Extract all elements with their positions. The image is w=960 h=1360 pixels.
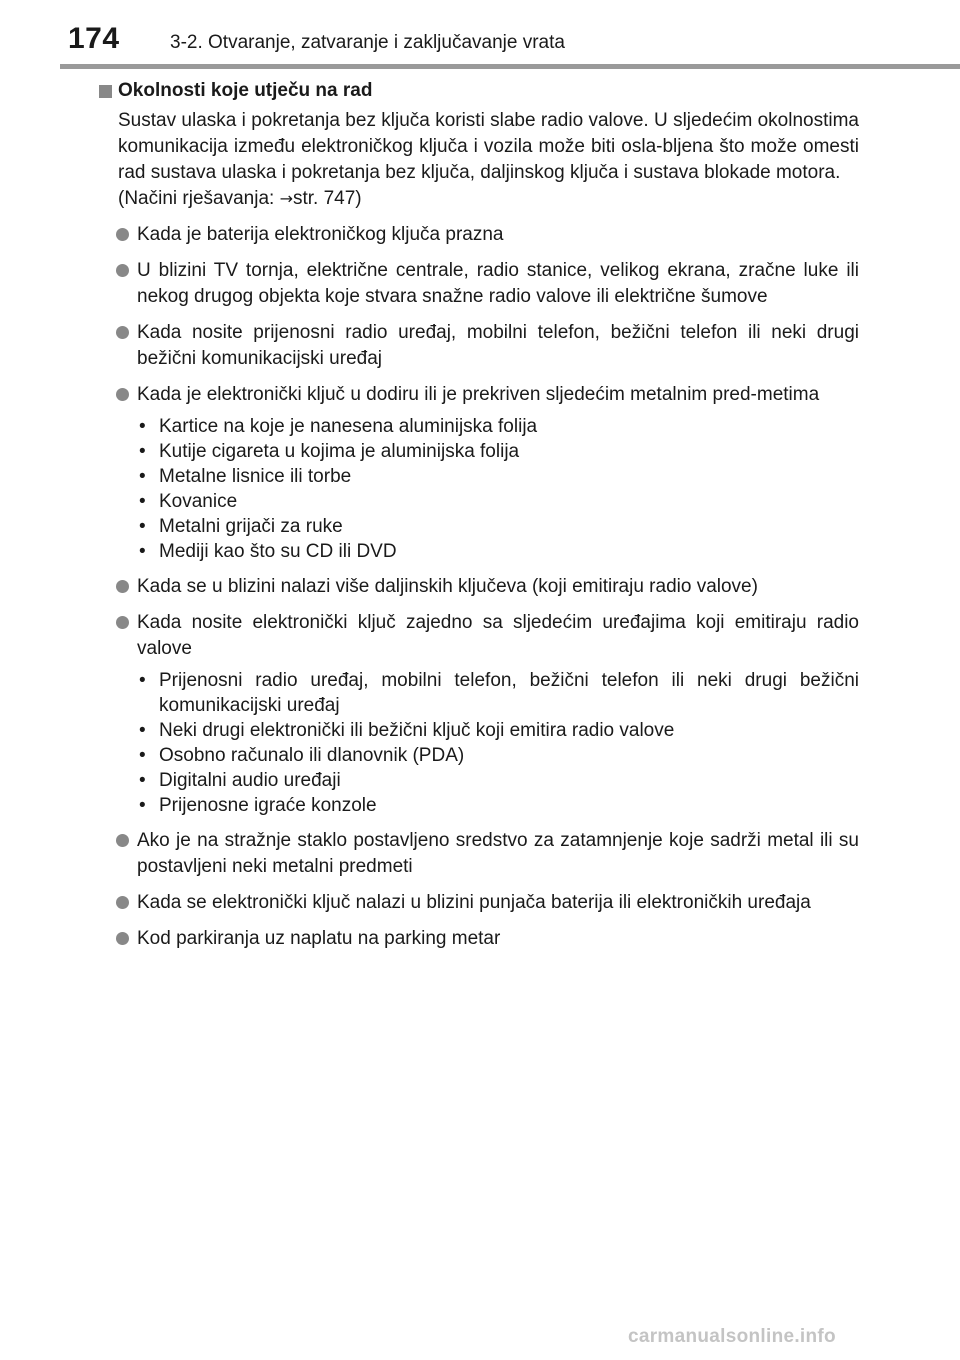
sub-list-item bbox=[135, 668, 859, 718]
small-bullet-icon: • bbox=[139, 795, 146, 816]
small-bullet-icon: • bbox=[139, 516, 146, 537]
page-content bbox=[99, 78, 859, 952]
sub-list-item bbox=[135, 768, 859, 793]
circle-bullet-icon bbox=[116, 580, 129, 593]
sub-item-text: Digitalni audio uređaji bbox=[159, 770, 341, 791]
sub-item-text: Kartice na koje je nanesena aluminijska folija bbox=[159, 416, 538, 437]
condition-text: Kod parkiranja uz naplatu na parking metar bbox=[137, 928, 501, 949]
condition-row bbox=[99, 828, 859, 880]
sub-list-item bbox=[135, 718, 859, 743]
condition-list bbox=[99, 222, 859, 952]
small-bullet-icon: • bbox=[139, 745, 146, 766]
sub-list-item bbox=[135, 743, 859, 768]
small-bullet-icon: • bbox=[139, 441, 146, 462]
circle-bullet-icon bbox=[116, 228, 129, 241]
page-header bbox=[0, 0, 960, 70]
sub-list bbox=[135, 668, 859, 818]
condition-item bbox=[99, 828, 859, 880]
condition-item bbox=[99, 926, 859, 952]
condition-row bbox=[99, 574, 859, 600]
condition-row bbox=[99, 890, 859, 916]
circle-bullet-icon bbox=[116, 388, 129, 401]
small-bullet-icon: • bbox=[139, 770, 146, 791]
condition-item bbox=[99, 890, 859, 916]
small-bullet-icon: • bbox=[139, 466, 146, 487]
sub-list-item bbox=[135, 793, 859, 818]
sub-list-item bbox=[135, 439, 859, 464]
reference-line bbox=[118, 186, 859, 212]
sub-item-text: Kovanice bbox=[159, 491, 238, 512]
small-bullet-icon: • bbox=[139, 491, 146, 512]
condition-item bbox=[99, 320, 859, 372]
sub-item-text: Prijenosne igraće konzole bbox=[159, 795, 377, 816]
sub-item-text: Kutije cigareta u kojima je aluminijska folija bbox=[159, 441, 520, 462]
condition-text: Kada nosite elektronički ključ zajedno sa sljedećim uređajima koji emitiraju radio valove bbox=[137, 612, 859, 659]
condition-text: Kada se u blizini nalazi više daljinskih ključeva (koji emitiraju radio valove) bbox=[137, 576, 758, 597]
condition-row bbox=[99, 926, 859, 952]
condition-row bbox=[99, 382, 859, 408]
condition-row bbox=[99, 222, 859, 248]
circle-bullet-icon bbox=[116, 326, 129, 339]
sub-list bbox=[135, 414, 859, 564]
circle-bullet-icon bbox=[116, 932, 129, 945]
page-number: 174 bbox=[68, 22, 120, 55]
arrow-right-icon: → bbox=[279, 189, 293, 208]
sub-list-item bbox=[135, 414, 859, 439]
chapter-title: 3-2. Otvaranje, zatvaranje i zaključavanje vrata bbox=[170, 32, 565, 53]
reference-suffix: str. 747) bbox=[292, 188, 362, 209]
condition-row bbox=[99, 258, 859, 310]
condition-item bbox=[99, 382, 859, 564]
sub-item-text: Metalne lisnice ili torbe bbox=[159, 466, 352, 487]
reference-prefix: (Načini rješavanja: bbox=[118, 188, 280, 209]
circle-bullet-icon bbox=[116, 616, 129, 629]
section-heading bbox=[99, 78, 859, 104]
sub-list-item bbox=[135, 514, 859, 539]
small-bullet-icon: • bbox=[139, 416, 146, 437]
condition-text: Kada se elektronički ključ nalazi u blizini punjača baterija ili elektroničkih uređaja bbox=[137, 892, 811, 913]
sub-item-text: Metalni grijači za ruke bbox=[159, 516, 343, 537]
circle-bullet-icon bbox=[116, 896, 129, 909]
condition-item bbox=[99, 222, 859, 248]
section-intro bbox=[118, 108, 859, 212]
sub-item-text: Neki drugi elektronički ili bežični ključ koji emitira radio valove bbox=[159, 720, 675, 741]
sub-list-item bbox=[135, 464, 859, 489]
sub-item-text: Mediji kao što su CD ili DVD bbox=[159, 541, 397, 562]
condition-item bbox=[99, 610, 859, 818]
condition-text: Kada je elektronički ključ u dodiru ili je prekriven sljedećim metalnim pred-metima bbox=[137, 384, 820, 405]
condition-text: U blizini TV tornja, električne centrale, radio stanice, velikog ekrana, zračne luke ili nekog drugog objekta koje stvara snažne radio valove ili električne šumove bbox=[137, 260, 859, 307]
sub-item-text: Prijenosni radio uređaj, mobilni telefon, bežični telefon ili neki drugi bežični komunikacijski uređaj bbox=[159, 670, 859, 716]
square-bullet-icon bbox=[99, 85, 112, 98]
condition-row bbox=[99, 610, 859, 662]
small-bullet-icon: • bbox=[139, 670, 146, 691]
condition-item bbox=[99, 574, 859, 600]
condition-text: Kada nosite prijenosni radio uređaj, mobilni telefon, bežični telefon ili neki drugi bežični komunikacijski uređaj bbox=[137, 322, 859, 369]
sub-list-item bbox=[135, 489, 859, 514]
sub-list-item bbox=[135, 539, 859, 564]
small-bullet-icon: • bbox=[139, 541, 146, 562]
small-bullet-icon: • bbox=[139, 720, 146, 741]
watermark: carmanualsonline.info bbox=[628, 1326, 836, 1347]
sub-item-text: Osobno računalo ili dlanovnik (PDA) bbox=[159, 745, 465, 766]
condition-item bbox=[99, 258, 859, 310]
section-heading-text: Okolnosti koje utječu na rad bbox=[118, 80, 373, 101]
condition-row bbox=[99, 320, 859, 372]
intro-paragraph: Sustav ulaska i pokretanja bez ključa koristi slabe radio valove. U sljedećim okolnostima komunikacija između elektroničkog ključa i vozila može biti osla-bljena što može omesti rad sustava ulaska i pokretanja bez ključa, daljinskog ključa i sustava blokade motora. bbox=[118, 110, 859, 183]
circle-bullet-icon bbox=[116, 834, 129, 847]
header-divider bbox=[60, 64, 960, 69]
condition-text: Ako je na stražnje staklo postavljeno sredstvo za zatamnjenje koje sadrži metal ili su postavljeni neki metalni predmeti bbox=[137, 830, 859, 877]
circle-bullet-icon bbox=[116, 264, 129, 277]
condition-text: Kada je baterija elektroničkog ključa prazna bbox=[137, 224, 504, 245]
